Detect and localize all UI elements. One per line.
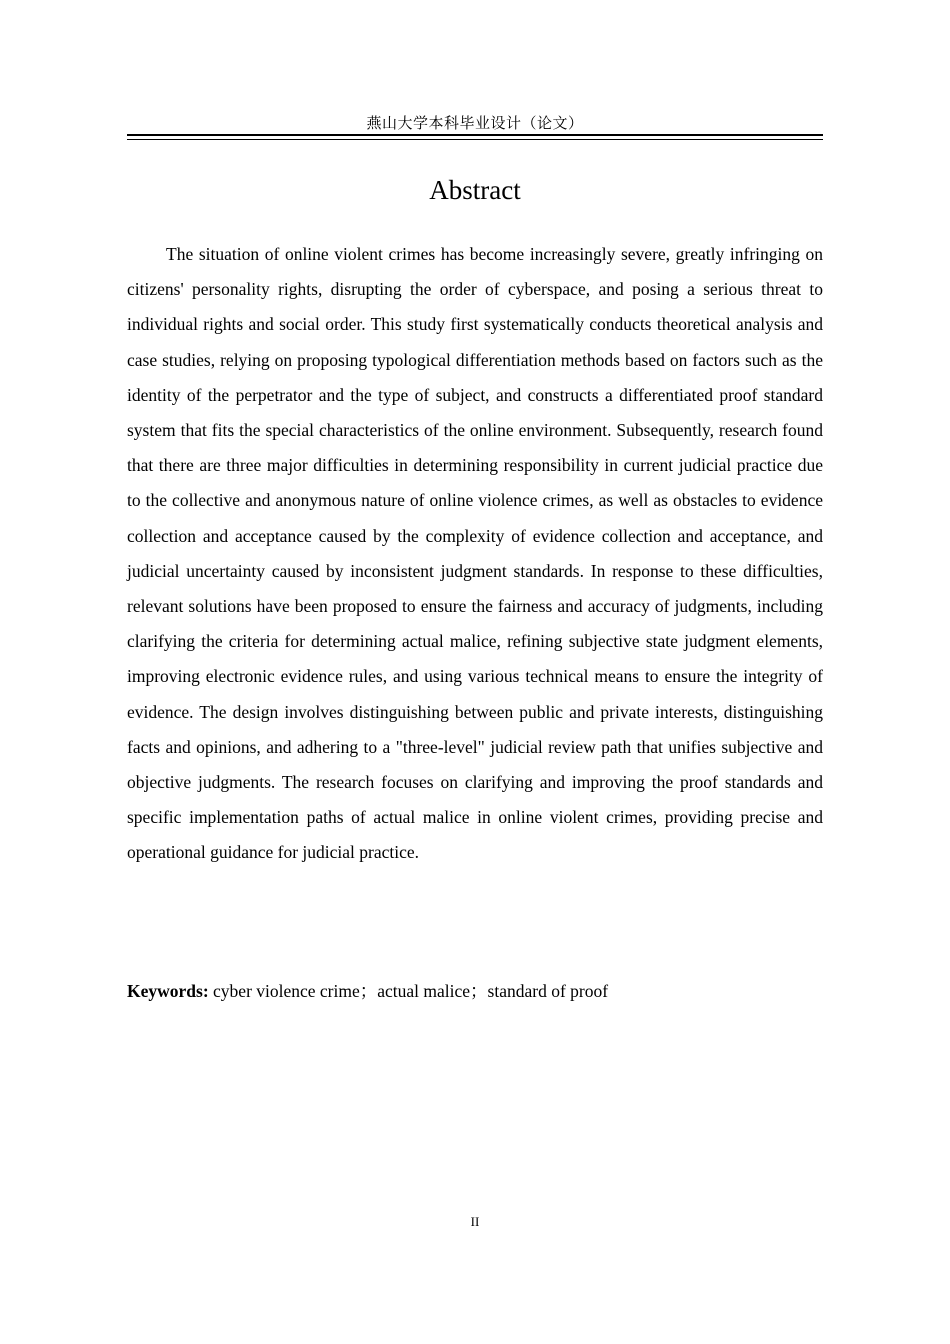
header-rule-thin — [127, 139, 823, 140]
keywords-list: cyber violence crime；actual malice；standard of proof — [213, 981, 609, 1001]
keywords-line — [127, 974, 823, 1009]
header-rule-thick — [127, 134, 823, 136]
keywords-label: Keywords: — [127, 981, 209, 1001]
abstract-body: The situation of online violent crimes has become increasingly severe, greatly infringing on citizens' personality rights, disrupting the order of cyberspace, and posing a serious threat to individual rights and social order. This study first systematically conducts theoretical analysis and case studies, relying on proposing typological differentiation methods based on factors such as the identity of the perpetrator and the type of subject, and constructs a differentiated proof standard system that fits the special characteristics of the online environment. Subsequently, research found that there are three major difficulties in determining responsibility in current judicial practice due to the collective and anonymous nature of online violence crimes, as well as obstacles to evidence collection and acceptance caused by the complexity of evidence collection and acceptance, and judicial uncertainty caused by inconsistent judgment standards. In response to these difficulties, relevant solutions have been proposed to ensure the fairness and accuracy of judgments, including clarifying the criteria for determining actual malice, refining subjective state judgment elements, improving electronic evidence rules, and using various technical means to ensure the integrity of evidence. The design involves distinguishing between public and private interests, distinguishing facts and opinions, and adhering to a "three-level" judicial review path that unifies subjective and objective judgments. The research focuses on clarifying and improving the proof standards and specific implementation paths of actual malice in online violent crimes, providing precise and operational guidance for judicial practice. — [127, 244, 823, 863]
abstract-title: Abstract — [429, 175, 521, 205]
page-number: II — [470, 1214, 480, 1229]
running-header: 燕山大学本科毕业设计（论文） — [366, 114, 584, 132]
